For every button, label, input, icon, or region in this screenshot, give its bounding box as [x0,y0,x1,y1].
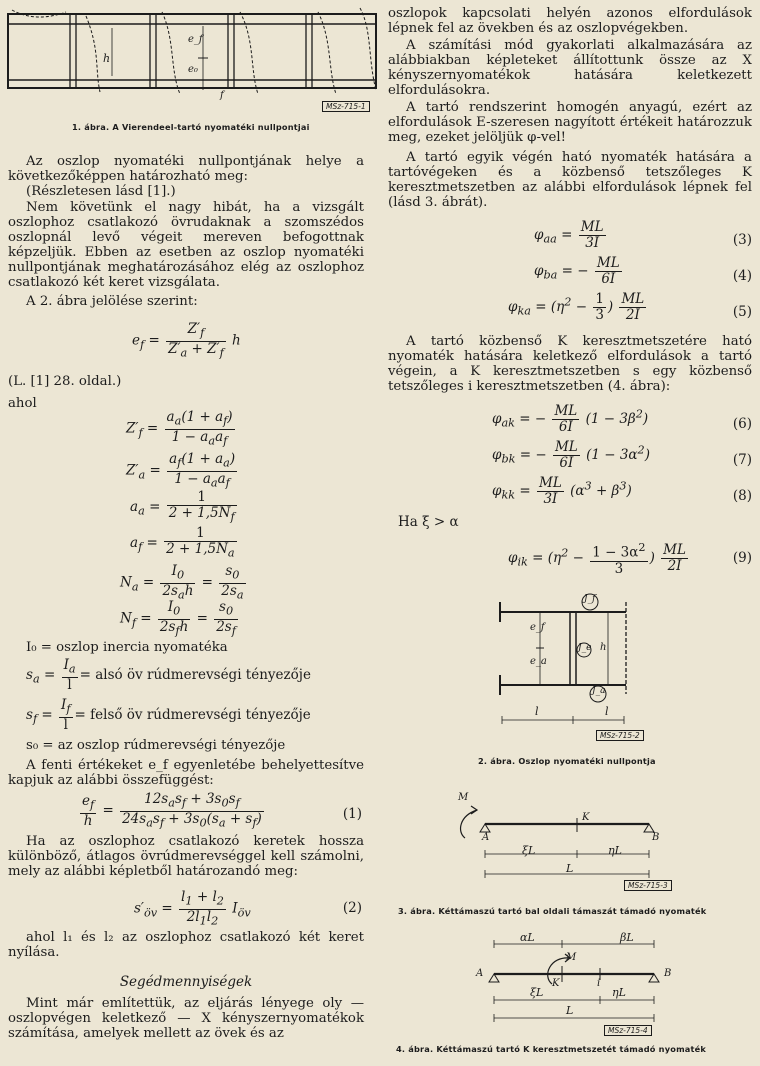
equation-1-number: (1) [342,806,362,822]
fig2-label-je: J_e [578,643,592,653]
fig1-label-h: h [103,52,111,65]
fig4-label-a: A [476,968,484,979]
fig3-code: MSz-715-3 [624,880,672,891]
equation-aa: $a_a$ = $\frac{1}{2 + 1,5N_f}$ [130,489,235,524]
fig3-label-a: A [482,832,490,843]
fig1-label-f: f [220,90,224,101]
fig2-label-ja: J_a [592,686,606,696]
fig2-label-ef: e_f [530,622,545,633]
left-paragraph-7: Mint már említettük, az eljárás lényege oly — oszlopvégen keletkező — X kényszernyomatékok számítása, amelyek mellett az övek és az [8,996,364,1041]
def-sf: $s_f$ = $\frac{I_f}{l}$ = felső öv rúdmerevségi tényezője [26,697,311,733]
left-paragraph-2: Nem követünk el nagy hibát, ha a vizsgált oszlophoz csatlakozó övrudaknak a szomszédos oszlopnál levő végeit mereven befogottnak képzeljük. Ebben az esetben az oszlop nyomatéki nullpontjának meghatározásához elég az oszlophoz csatlakozó két keret vizsgálata. [8,200,364,290]
fig3-label-l: L [566,862,574,875]
equation-7: $\varphi_{bk}$ = − $\frac{ML}{6I}$ $(1 - 3\alpha^2)$ [492,439,650,471]
fig4-label-xil: ξL [530,986,544,999]
fig1-diagram [0,0,380,110]
fig4-label-b: B [664,968,672,979]
equation-af: $a_f$ = $\frac{1}{2 + 1,5N_a}$ [130,525,235,560]
left-paragraph-3: A 2. ábra jelölése szerint: [26,294,198,309]
fig3-label-xil: ξL [522,844,536,857]
fig4-label-l: L [566,1004,574,1017]
fig4-label-m: M [566,952,577,963]
left-ahol-1: ahol [8,396,37,411]
fig2-label-jf: J_f [584,594,596,604]
fig3-label-k: K [582,812,590,823]
fig2-diagram [490,590,690,740]
fig3-label-etal: ηL [608,844,622,857]
left-reference: (L. [1] 28. oldal.) [8,374,122,389]
fig1-caption: 1. ábra. A Vierendeel-tartó nyomatéki nullpontjai [72,122,310,132]
def-sa-text: = alsó öv rúdmerevségi tényezője [79,666,311,683]
equation-ef: $e_f$ = $\frac{Z'_f}{Z'_a + Z'_f}$ h [132,321,241,360]
equation-7-number: (7) [732,452,752,468]
left-paragraph-6: ahol l₁ és l₂ az oszlophoz csatlakozó két keret nyílása. [8,930,364,960]
fig4-label-k: K [552,978,560,989]
left-paragraph-1: Az oszlop nyomatéki nullpontjának helye a következőképpen határozható meg: [8,154,364,184]
equation-1: $\frac{e_f}{h}$ = $\frac{12s_as_f + 3s_0s_f}{24s_as_f + 3s_0(s_a + s_f)}$ [82,791,262,830]
fig1-label-ef: e_f [188,34,203,45]
equation-na: $N_a$ = $\frac{I_0}{2s_ah}$ = $\frac{s_0}{2s_a}$ [120,563,244,602]
right-paragraph-2: A számítási mód gyakorlati alkalmazására az alábbiakban képleteket állítottunk össze az X kényszernyomatékok hatására keletkezett elfordulásokra. [388,38,752,98]
fig2-caption: 2. ábra. Oszlop nyomatéki nullpontja [478,756,656,766]
left-paragraph-4: A fenti értékeket e_f egyenletébe behelyettesítve kapjuk az alábbi összefüggést: [8,758,364,788]
right-paragraph-3: A tartó rendszerint homogén anyagú, ezért az elfordulások E-szeresen nagyított értékeit határozzuk meg, ezeket jelöljük φ-vel! [388,100,752,145]
equation-9: $\varphi_{ik} = (\eta^2$ − $\frac{1 - 3\alpha^2}{3}$ ) $\frac{ML}{2I}$ [508,541,686,577]
equation-nf: $N_f$ = $\frac{I_0}{2s_fh}$ = $\frac{s_0}{2s_f}$ [120,599,236,638]
right-paragraph-5: A tartó közbenső K keresztmetszetére ható nyomaték hatására keletkező elfordulások a tartó végein, a K keresztmetszetben s egy közbenső tetszőleges i keresztmetszetben (4. ábra): [388,334,752,394]
right-paragraph-4: A tartó egyik végén ható nyomaték hatására a tartóvégeken és a közbenső tetszőleges K keresztmetszetben az alábbi elfordulások lépnek fel (lásd 3. ábrát). [388,150,752,210]
equation-5-number: (5) [732,304,752,320]
fig3-label-b: B [652,832,660,843]
fig2-label-ea: e_a [530,656,547,667]
equation-4-number: (4) [732,268,752,284]
equation-6: $\varphi_{ak}$ = − $\frac{ML}{6I}$ $(1 - 3\beta^2)$ [492,403,649,435]
right-paragraph-1: oszlopok kapcsolati helyén azonos elfordulások lépnek fel az övekben és az oszlopvégekben. [388,6,752,36]
left-paragraph-1b: (Részletesen lásd [1].) [26,184,176,199]
fig4-code: MSz-715-4 [604,1025,652,1036]
fig2-label-l-right: l [605,705,609,718]
fig3-caption: 3. ábra. Kéttámaszú tartó bal oldali támaszát támadó nyomaték [398,906,707,916]
def-I0: I₀ = oszlop inercia nyomatéka [26,640,228,655]
fig2-label-l-left: l [535,705,539,718]
section-heading: Segédmennyiségek [119,974,253,990]
fig1-code: MSz-715-1 [322,101,370,112]
equation-3-number: (3) [732,232,752,248]
equation-6-number: (6) [732,416,752,432]
fig4-label-betal: βL [620,931,634,944]
equation-2-number: (2) [342,900,362,916]
fig4-diagram [470,928,710,1028]
fig4-caption: 4. ábra. Kéttámaszú tartó K keresztmetszetét támadó nyomaték [396,1044,707,1054]
def-s0: s₀ = az oszlop rúdmerevségi tényezője [26,738,286,753]
def-sf-text: = felső öv rúdmerevségi tényezője [74,706,311,723]
equation-zf: $Z'_f$ = $\frac{a_a(1 + a_f)}{1 - a_aa_f}$ [126,409,233,448]
fig2-code: MSz-715-2 [596,730,644,741]
fig4-label-alphal: αL [520,931,535,944]
condition-text: Ha ξ > α [398,514,459,530]
def-sa: $s_a$ = $\frac{I_a}{l}$ = alsó öv rúdmerevségi tényezője [26,657,311,693]
fig1-label-e0: e₀ [188,64,198,75]
equation-3: $\varphi_{aa}$ = $\frac{ML}{3I}$ [534,219,604,251]
equation-8-number: (8) [732,488,752,504]
equation-8: $\varphi_{kk}$ = $\frac{ML}{3I}$ $(\alpha^3 + \beta^3)$ [492,475,632,507]
left-paragraph-5: Ha az oszlophoz csatlakozó keretek hossza különböző, átlagos övrúdmerevséggel kell számolni, mely az alábbi képletből határozandó meg: [8,834,364,879]
fig3-label-m: M [458,792,469,803]
fig4-label-i: i [597,978,601,989]
fig2-label-h: h [600,642,607,653]
fig4-label-etal: ηL [612,986,626,999]
equation-2: $s'_{öv}$ = $\frac{l_1 + l_2}{2l_1l_2}$ $I_{öv}$ [134,889,251,928]
equation-5: $\varphi_{ka} = (\eta^2$ − $\frac{1}{3}$ ) $\frac{ML}{2I}$ [508,291,645,323]
equation-4: $\varphi_{ba}$ = − $\frac{ML}{6I}$ [534,255,620,287]
equation-9-number: (9) [732,550,752,566]
equation-za: $Z'_a$ = $\frac{a_f(1 + a_a)}{1 - a_aa_f}$ [126,451,236,490]
